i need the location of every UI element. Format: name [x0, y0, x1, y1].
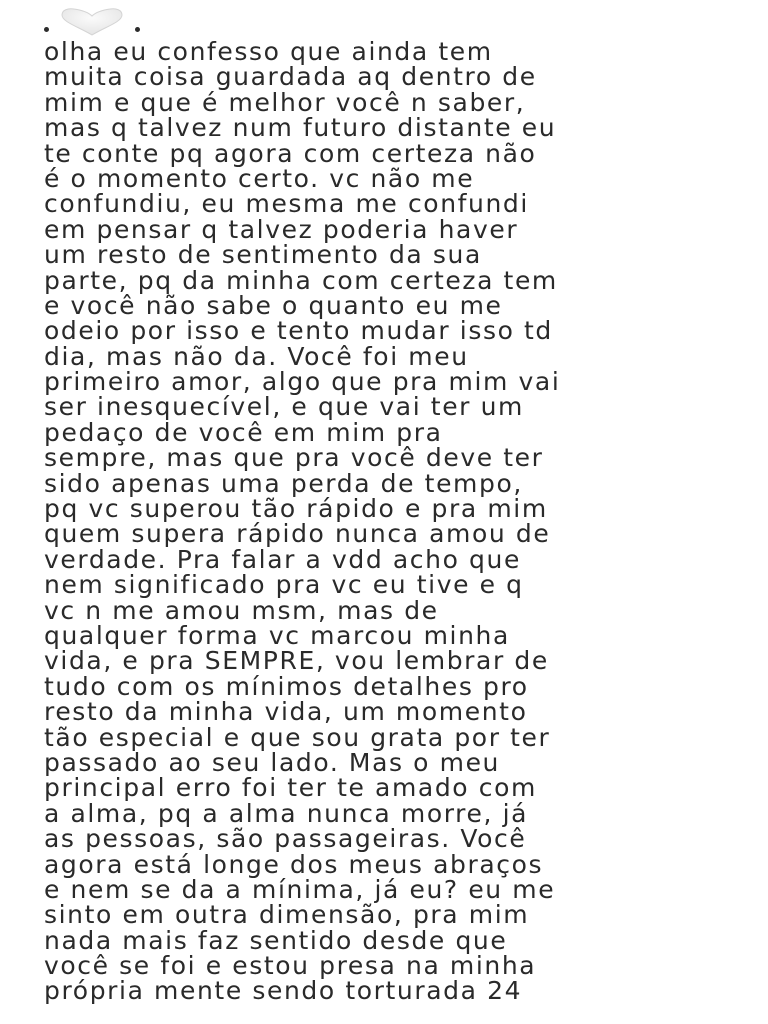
- message-line: quem supera rápido nunca amou de: [44, 519, 551, 549]
- right-bullet-dot-icon: [135, 27, 140, 32]
- message-line: tão especial e que sou grata por ter: [44, 722, 551, 752]
- message-line: pq vc superou tão rápido e pra mim: [44, 494, 548, 524]
- message-line: nada mais faz sentido desde que: [44, 925, 508, 955]
- message-line: vc n me amou msm, mas de: [44, 595, 439, 625]
- message-line: mim e que é melhor você n saber,: [44, 87, 526, 117]
- message-line: as pessoas, são passageiras. Você: [44, 824, 527, 854]
- message-line: e nem se da a mínima, já eu? eu me: [44, 874, 556, 904]
- message-line: verdade. Pra falar a vdd acho que: [44, 544, 521, 574]
- message-line: é o momento certo. vc não me: [44, 163, 475, 193]
- message-line: e você não sabe o quanto eu me: [44, 290, 503, 320]
- message-line: confundiu, eu mesma me confundi: [44, 189, 529, 219]
- message-line: nem significado pra vc eu tive e q: [44, 570, 524, 600]
- message-line: parte, pq da minha com certeza tem: [44, 265, 558, 295]
- message-body: [44, 39, 744, 1004]
- message-line: sinto em outra dimensão, pra mim: [44, 900, 530, 930]
- message-line: a alma, pq a alma nunca morre, já: [44, 798, 529, 828]
- message-line: vida, e pra SEMPRE, vou lembrar de: [44, 646, 549, 676]
- message-line: pedaço de você em mim pra: [44, 417, 443, 447]
- message-line: própria mente sendo torturada 24: [44, 976, 523, 1006]
- message-line: principal erro foi ter te amado com: [44, 773, 537, 803]
- message-line: sido apenas uma perda de tempo,: [44, 468, 523, 498]
- message-line: você se foi e estou presa na minha: [44, 951, 537, 981]
- message-line: te conte pq agora com certeza não: [44, 138, 537, 168]
- message-line: em pensar q talvez poderia haver: [44, 214, 519, 244]
- message-line: odeio por isso e tento mudar isso td: [44, 316, 553, 346]
- left-bullet-dot-icon: [44, 27, 49, 32]
- message-line: qualquer forma vc marcou minha: [44, 620, 510, 650]
- message-line: olha eu confesso que ainda tem: [44, 37, 493, 66]
- message-line: tudo com os mínimos detalhes pro: [44, 671, 529, 701]
- white-heart-icon: [59, 7, 125, 37]
- message-line: dia, mas não da. Você foi meu: [44, 341, 469, 371]
- white-heart-icon-svg: [59, 7, 125, 37]
- message-line: agora está longe dos meus abraços: [44, 849, 544, 879]
- message-line: um resto de sentimento da sua: [44, 240, 482, 270]
- header-ornament: [44, 6, 140, 38]
- message-line: passado ao seu lado. Mas o meu: [44, 747, 500, 777]
- message-line: muita coisa guardada aq dentro de: [44, 62, 537, 92]
- message-line: primeiro amor, algo que pra mim vai: [44, 367, 561, 397]
- message-line: mas q talvez num futuro distante eu: [44, 113, 557, 143]
- message-line: ser inesquecível, e que vai ter um: [44, 392, 525, 422]
- message-line: sempre, mas que pra você deve ter: [44, 443, 544, 473]
- message-line: resto da minha vida, um momento: [44, 697, 528, 727]
